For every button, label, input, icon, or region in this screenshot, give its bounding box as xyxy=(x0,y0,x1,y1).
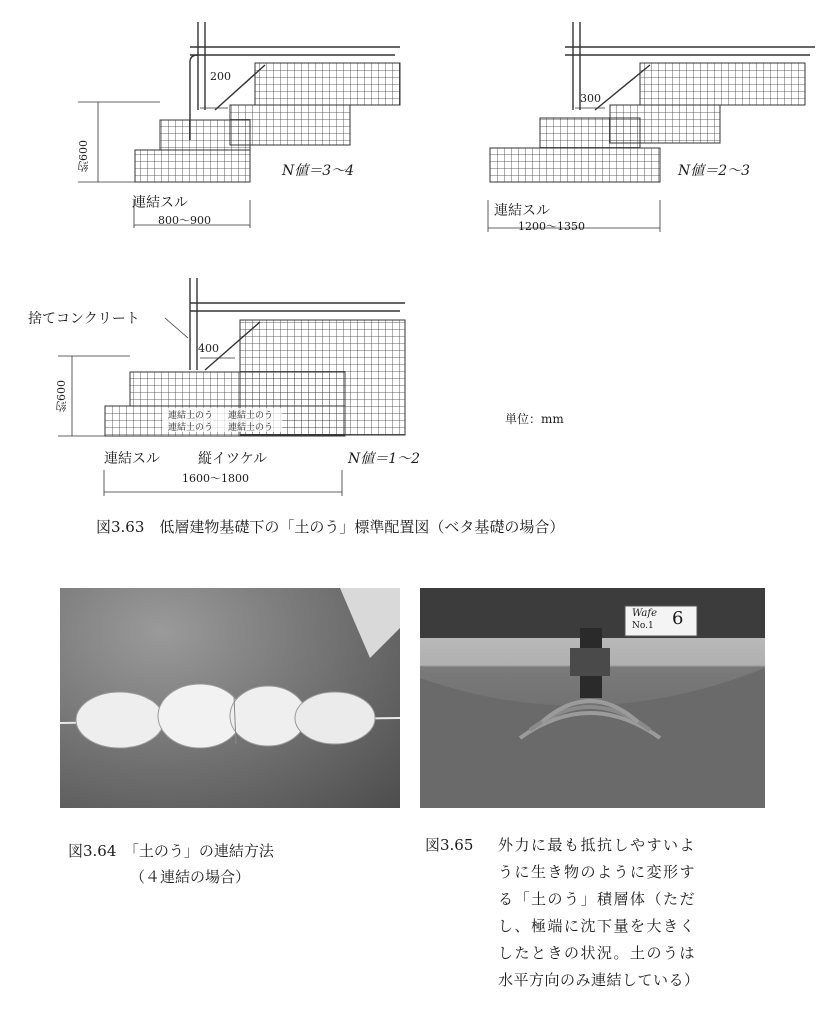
unit-label: 単位：mm xyxy=(505,412,564,426)
diagram-c-n-value: N値＝1～2 xyxy=(348,451,421,467)
photo-tag-1: Wafe xyxy=(632,608,657,619)
fig65-label: 図3.65 xyxy=(425,836,474,854)
fig63-caption: 図3.63 低層建物基礎下の「土のう」標準配置図（ベタ基礎の場合） xyxy=(96,518,565,536)
photo-linked-sandbags xyxy=(60,588,400,808)
diagram-b-dim-300: 300 xyxy=(580,92,601,105)
diagram-c-bag-text-4: 連結土のう xyxy=(228,423,274,433)
diagram-c-stagger-label: 縦イツケル xyxy=(198,451,268,467)
fig65-caption-line: る「土のう」積層体（ただ xyxy=(498,890,697,908)
fig65-caption-line: 水平方向のみ連結している） xyxy=(498,971,700,989)
fig65-caption-line: 外力に最も抵抗しやすいよ xyxy=(498,836,697,854)
fig65-caption-line: うに生き物のように変形す xyxy=(498,863,697,881)
diagram-c-bag-text-3: 連結土のう xyxy=(168,423,214,433)
diagram-foundation-n3-4 xyxy=(60,15,410,245)
diagram-c-width-label: 1600～1800 xyxy=(182,472,249,485)
diagram-a-height-label: 約600 xyxy=(77,140,90,172)
diagram-b-width-label: 1200～1350 xyxy=(518,220,585,233)
diagram-c-bag-text-1: 連結土のう xyxy=(168,411,214,421)
fig64-caption-line2: （４連結の場合） xyxy=(130,868,251,886)
load-test-illustration xyxy=(420,588,765,808)
photo-deformed-sandbag-stack xyxy=(420,588,765,808)
diagram-b-n-value: N値＝2～3 xyxy=(678,163,751,179)
diagram-a-width-label: 800～900 xyxy=(158,214,211,227)
diagram-c-height-label: 約600 xyxy=(55,380,68,412)
photo-tag-num: 6 xyxy=(672,608,684,629)
diagram-c-lean-concrete: 捨てコンクリート xyxy=(28,311,140,327)
diagram-a-dim-200: 200 xyxy=(210,70,231,83)
fig65-caption-line: し、極端に沈下量を大きく xyxy=(498,917,697,935)
diagram-c-dim-400: 400 xyxy=(198,342,219,355)
diagram-c-joint-label: 連結スル xyxy=(104,451,160,467)
diagram-c-bag-text-2: 連結土のう xyxy=(228,411,274,421)
diagram-a-n-value: N値＝3～4 xyxy=(282,163,355,179)
sandbag-chain-illustration xyxy=(60,588,400,808)
fig65-caption-line: したときの状況。土のうは xyxy=(498,944,697,962)
fig64-caption-line1: 図3.64 「土のう」の連結方法 xyxy=(68,842,274,860)
photo-tag-2: No.1 xyxy=(632,621,654,631)
diagram-a-joint-label: 連結スル xyxy=(132,195,188,211)
diagram-b-joint-label: 連結スル xyxy=(494,203,550,219)
fig65-caption xyxy=(498,832,778,994)
